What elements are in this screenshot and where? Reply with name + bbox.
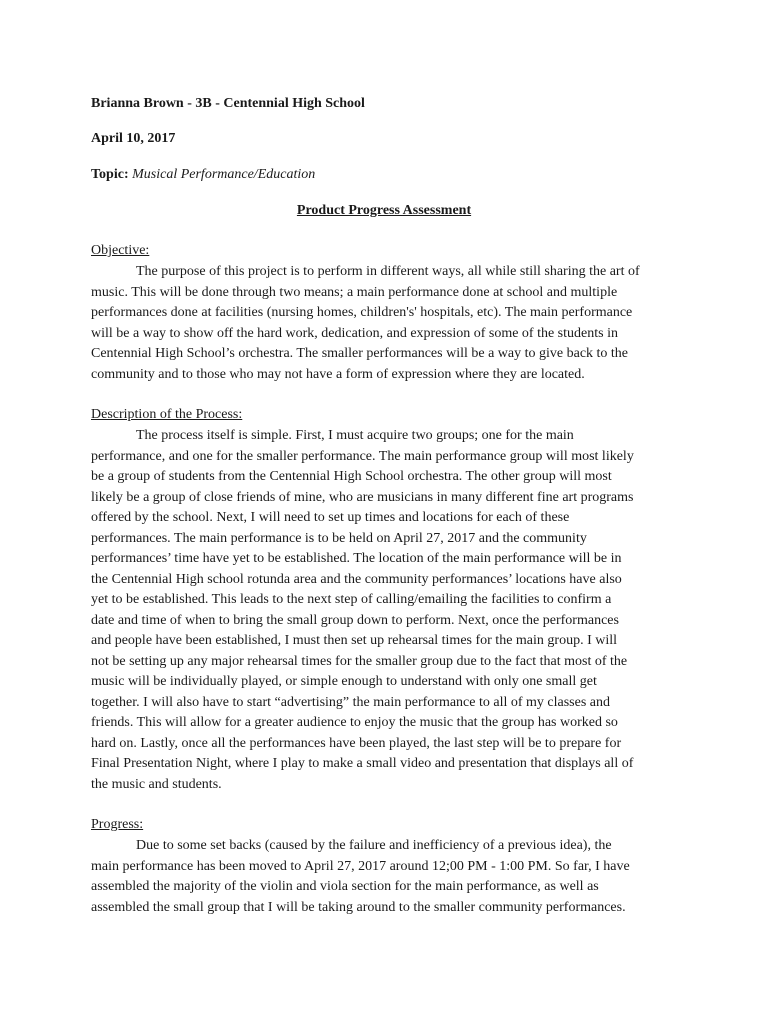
document-title: Product Progress Assessment [296,203,472,218]
paragraph-line: not be setting up any major rehearsal times for the smaller group due to the fact that most of the [91,653,628,669]
paragraph-line: hard on. Lastly, once all the performances have been played, the last step will be to prepare for [91,735,622,751]
paragraph-line: The purpose of this project is to perform in different ways, all while still sharing the art of [136,264,640,279]
paragraph-line: performances. The main performance is to be held on April 27, 2017 and the community [91,530,587,546]
paragraph-line: performances’ time have yet to be established. The location of the main performance will be in [91,551,622,566]
author-line: Brianna Brown - 3B - Centennial High School [91,96,365,111]
paragraph-line: and people have been established, I must then set up rehearsal times for the main group. I will [91,633,618,648]
paragraph-line: performance, and one for the smaller performance. The main performance group will most likely [91,448,634,464]
paragraph-line: date and time of when to bring the small group down to perform. Next, once the performances [91,612,619,628]
document-date: April 10, 2017 [91,131,176,146]
topic-line [91,166,315,183]
paragraph-line: music will be individually played, or simple enough to understand with only one small get [91,674,597,689]
paragraph-line: Due to some set backs (caused by the failure and inefficiency of a previous idea), the [136,838,612,853]
topic-value: Musical Performance/Education [132,167,316,182]
paragraph-line: will be a way to show off the hard work, dedication, and expression of some of the students in [91,325,618,341]
section-heading: Objective: [91,243,150,258]
paragraph-line: likely be a group of close friends of mine, who are musicians in many different fine art programs [91,489,634,505]
paragraph-line: Centennial High School’s orchestra. The smaller performances will be a way to give back to the [91,346,629,361]
paragraph-line: Final Presentation Night, where I play to make a small video and presentation that displays all of [91,756,634,771]
paragraph-line: yet to be established. This leads to the next step of calling/emailing the facilities to confirm a [91,592,612,607]
paragraph-line: The process itself is simple. First, I must acquire two groups; one for the main [136,428,574,443]
paragraph-line: the music and students. [91,776,222,792]
paragraph-line: performances done at facilities (nursing homes, children's' hospitals, etc). The main performance [91,305,633,320]
paragraph-line: music. This will be done through two means; a main performance done at school and multiple [91,284,618,300]
paragraph-line: be a group of students from the Centennial High School orchestra. The other group will most [91,469,612,484]
paragraph-line: assembled the small group that I will be taking around to the smaller community performances. [91,899,626,915]
paragraph-line: the Centennial High school rotunda area and the community performances’ locations have also [91,571,622,587]
section-heading: Progress: [91,817,144,832]
paragraph-line: assembled the majority of the violin and viola section for the main performance, as well as [91,879,599,894]
paragraph-line: together. I will also have to start “advertising” the main performance to all of my classes and [91,694,610,710]
paragraph-line: main performance has been moved to April 27, 2017 around 12;00 PM - 1:00 PM. So far, I have [91,858,630,874]
paragraph-line: community and to those who may not have a form of expression where they are located. [91,366,585,382]
topic-label: Topic: [91,167,129,182]
section-heading: Description of the Process: [91,407,243,422]
paragraph-line: offered by the school. Next, I will need to set up times and locations for each of these [91,510,570,525]
paragraph-line: friends. This will allow for a greater audience to enjoy the music that the group has worked so [91,715,618,730]
